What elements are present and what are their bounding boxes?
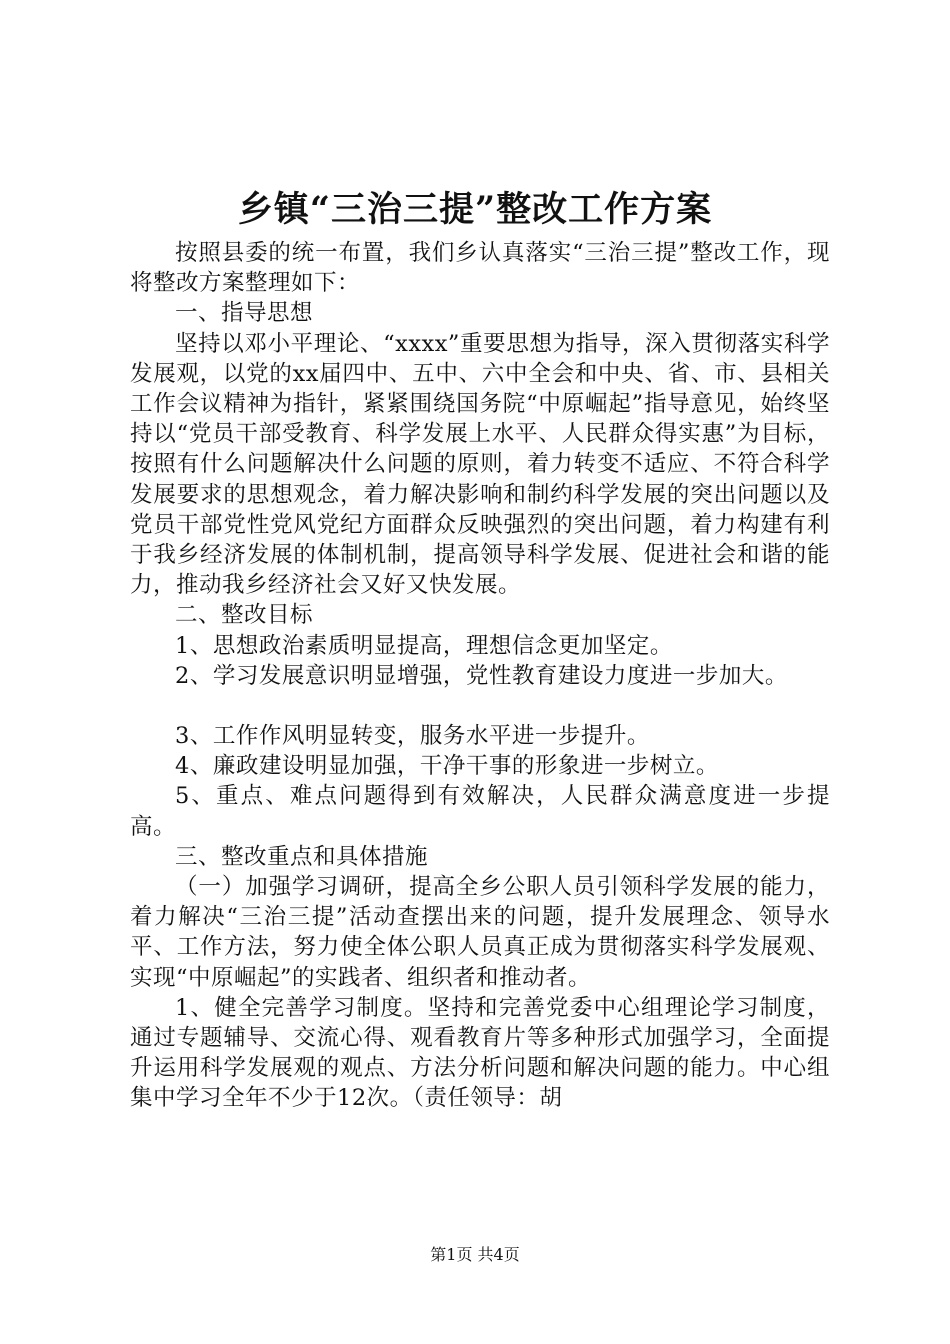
goal-item-2: 2、学习发展意识明显增强，党性教育建设力度进一步加大。 — [175, 662, 788, 689]
paragraph-intro: 按照县委的统一布置，我们乡认真落实“三治三提”整改工作，现将整改方案整理如下： — [130, 240, 830, 297]
heading-key-measures: 三、整改重点和具体措施 — [175, 843, 429, 870]
blank-line — [130, 691, 830, 721]
heading-guiding-ideology: 一、指导思想 — [175, 300, 314, 327]
measure-item-1: 1、健全完善学习制度。坚持和完善党委中心组理论学习制度，通过专题辅导、交流心得、观看教育片等多种形式加强学习，全面提升运用科学发展观的观点、方法分析问题和解决问题的能力。中心组集中学习全年不少于12次。（责任领导：胡 — [130, 994, 830, 1112]
page-footer: 第1页 共4页 — [430, 1245, 520, 1264]
goal-item-5: 5、重点、难点问题得到有效解决，人民群众满意度进一步提高。 — [130, 783, 830, 840]
goal-item-1: 1、思想政治素质明显提高，理想信念更加坚定。 — [175, 632, 673, 659]
goal-item-3: 3、工作作风明显转变，服务水平进一步提升。 — [175, 723, 650, 750]
document-body — [130, 238, 830, 1114]
measure-section-1: （一）加强学习调研，提高全乡公职人员引领科学发展的能力，着力解决“三治三提”活动查摆出来的问题，提升发展理念、领导水平、工作方法，努力使全体公职人员真正成为贯彻落实科学发展观、实现“中原崛起”的实践者、组织者和推动者。 — [130, 874, 830, 991]
paragraph-guiding-ideology: 坚持以邓小平理论、“xxxx”重要思想为指导，深入贯彻落实科学发展观，以党的xx届四中、五中、六中全会和中央、省、市、县相关工作会议精神为指针，紧紧围绕国务院“中原崛起”指导意见，始终坚持以“党员干部受教育、科学发展上水平、人民群众得实惠”为目标，按照有什么问题解决什么问题的原则，着力转变不适应、不符合科学发展要求的思想观念，着力解决影响和制约科学发展的突出问题以及党员干部党性党风党纪方面群众反映强烈的突出问题，着力构建有利于我乡经济发展的体制机制，提高领导科学发展、促进社会和谐的能力，推动我乡经济社会又好又快发展。 — [130, 330, 830, 599]
goal-item-4: 4、廉政建设明显加强，干净干事的形象进一步树立。 — [175, 753, 719, 780]
heading-rectification-goals: 二、整改目标 — [175, 602, 314, 629]
document-title: 乡镇“三治三提”整改工作方案 — [237, 189, 713, 230]
